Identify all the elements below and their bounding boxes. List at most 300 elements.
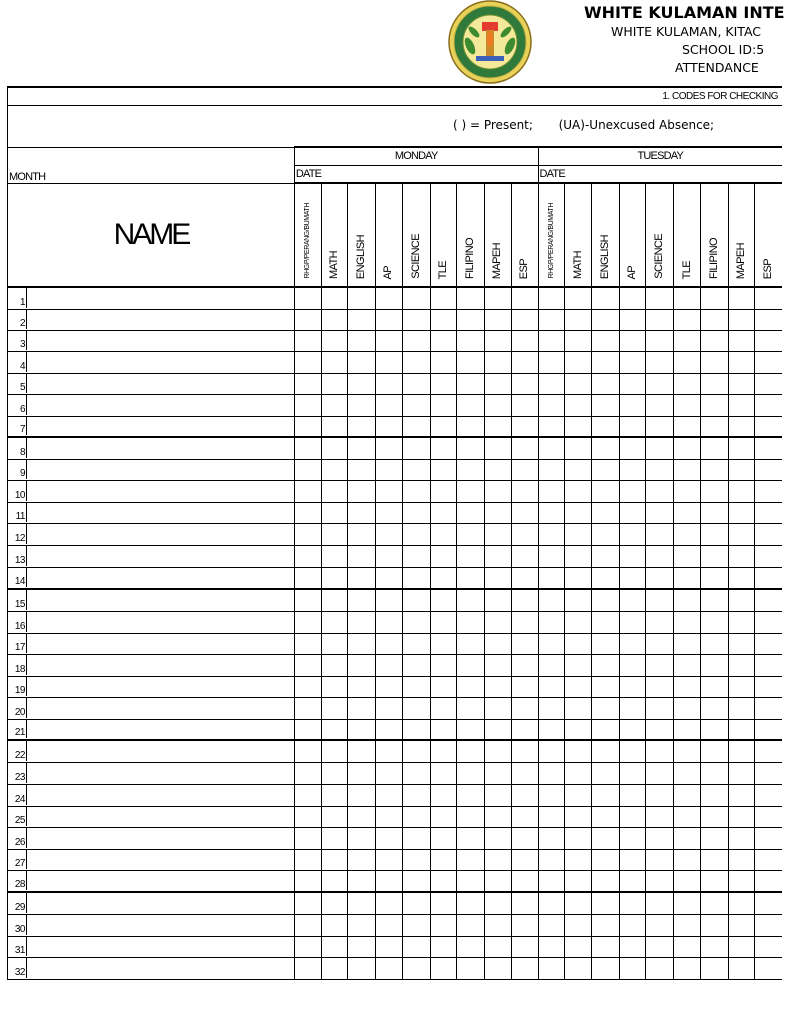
attendance-cell-tuesday[interactable] bbox=[755, 740, 782, 762]
attendance-cell-monday[interactable] bbox=[430, 545, 457, 567]
attendance-cell-monday[interactable] bbox=[294, 567, 321, 589]
attendance-cell-tuesday[interactable] bbox=[700, 870, 728, 892]
attendance-cell-tuesday[interactable] bbox=[728, 827, 755, 849]
attendance-cell-monday[interactable] bbox=[457, 416, 485, 437]
attendance-cell-monday[interactable] bbox=[321, 719, 348, 740]
attendance-cell-monday[interactable] bbox=[321, 309, 348, 330]
attendance-cell-tuesday[interactable] bbox=[728, 849, 755, 870]
attendance-cell-monday[interactable] bbox=[376, 394, 403, 416]
attendance-cell-monday[interactable] bbox=[457, 545, 485, 567]
attendance-cell-monday[interactable] bbox=[485, 611, 512, 633]
attendance-cell-monday[interactable] bbox=[348, 611, 376, 633]
attendance-cell-monday[interactable] bbox=[457, 287, 485, 309]
attendance-cell-tuesday[interactable] bbox=[646, 914, 674, 936]
attendance-cell-tuesday[interactable] bbox=[646, 416, 674, 437]
attendance-cell-monday[interactable] bbox=[294, 437, 321, 459]
attendance-cell-monday[interactable] bbox=[376, 611, 403, 633]
attendance-cell-tuesday[interactable] bbox=[674, 416, 701, 437]
attendance-cell-monday[interactable] bbox=[457, 676, 485, 697]
attendance-cell-tuesday[interactable] bbox=[565, 502, 592, 523]
attendance-cell-tuesday[interactable] bbox=[755, 502, 782, 523]
attendance-cell-tuesday[interactable] bbox=[728, 633, 755, 654]
attendance-cell-tuesday[interactable] bbox=[592, 806, 620, 827]
attendance-cell-monday[interactable] bbox=[430, 611, 457, 633]
attendance-cell-monday[interactable] bbox=[294, 287, 321, 309]
attendance-cell-tuesday[interactable] bbox=[728, 676, 755, 697]
attendance-cell-monday[interactable] bbox=[511, 740, 538, 762]
attendance-cell-monday[interactable] bbox=[457, 523, 485, 545]
attendance-cell-tuesday[interactable] bbox=[674, 545, 701, 567]
attendance-cell-monday[interactable] bbox=[485, 827, 512, 849]
attendance-cell-tuesday[interactable] bbox=[728, 459, 755, 480]
attendance-cell-tuesday[interactable] bbox=[755, 633, 782, 654]
attendance-cell-tuesday[interactable] bbox=[755, 849, 782, 870]
attendance-cell-monday[interactable] bbox=[294, 870, 321, 892]
attendance-cell-tuesday[interactable] bbox=[592, 437, 620, 459]
attendance-cell-tuesday[interactable] bbox=[565, 373, 592, 394]
attendance-cell-monday[interactable] bbox=[485, 502, 512, 523]
attendance-cell-tuesday[interactable] bbox=[565, 330, 592, 351]
attendance-cell-tuesday[interactable] bbox=[700, 719, 728, 740]
attendance-cell-monday[interactable] bbox=[457, 351, 485, 373]
attendance-cell-tuesday[interactable] bbox=[728, 914, 755, 936]
attendance-cell-tuesday[interactable] bbox=[619, 870, 646, 892]
attendance-cell-tuesday[interactable] bbox=[646, 351, 674, 373]
attendance-cell-monday[interactable] bbox=[376, 567, 403, 589]
attendance-cell-monday[interactable] bbox=[321, 827, 348, 849]
attendance-cell-tuesday[interactable] bbox=[700, 373, 728, 394]
attendance-cell-monday[interactable] bbox=[430, 762, 457, 784]
attendance-cell-tuesday[interactable] bbox=[646, 892, 674, 914]
attendance-cell-tuesday[interactable] bbox=[646, 633, 674, 654]
attendance-cell-monday[interactable] bbox=[294, 394, 321, 416]
attendance-cell-tuesday[interactable] bbox=[538, 567, 565, 589]
attendance-cell-monday[interactable] bbox=[457, 719, 485, 740]
attendance-cell-tuesday[interactable] bbox=[728, 697, 755, 719]
attendance-cell-tuesday[interactable] bbox=[565, 351, 592, 373]
attendance-cell-monday[interactable] bbox=[402, 589, 430, 611]
attendance-cell-tuesday[interactable] bbox=[592, 373, 620, 394]
attendance-cell-tuesday[interactable] bbox=[674, 523, 701, 545]
attendance-cell-monday[interactable] bbox=[376, 459, 403, 480]
attendance-cell-monday[interactable] bbox=[485, 914, 512, 936]
attendance-cell-monday[interactable] bbox=[511, 545, 538, 567]
attendance-cell-monday[interactable] bbox=[402, 957, 430, 979]
attendance-cell-monday[interactable] bbox=[457, 784, 485, 806]
attendance-cell-monday[interactable] bbox=[485, 870, 512, 892]
student-name-cell[interactable] bbox=[8, 762, 295, 784]
attendance-cell-tuesday[interactable] bbox=[674, 351, 701, 373]
attendance-cell-tuesday[interactable] bbox=[700, 523, 728, 545]
attendance-cell-monday[interactable] bbox=[457, 309, 485, 330]
student-name-cell[interactable] bbox=[8, 373, 295, 394]
student-name-cell[interactable] bbox=[8, 437, 295, 459]
attendance-cell-monday[interactable] bbox=[294, 827, 321, 849]
attendance-cell-monday[interactable] bbox=[430, 806, 457, 827]
attendance-cell-monday[interactable] bbox=[511, 459, 538, 480]
attendance-cell-tuesday[interactable] bbox=[619, 676, 646, 697]
attendance-cell-monday[interactable] bbox=[485, 633, 512, 654]
attendance-cell-tuesday[interactable] bbox=[755, 936, 782, 957]
student-name-cell[interactable] bbox=[8, 330, 295, 351]
attendance-cell-monday[interactable] bbox=[348, 957, 376, 979]
attendance-cell-monday[interactable] bbox=[376, 827, 403, 849]
attendance-cell-monday[interactable] bbox=[294, 740, 321, 762]
attendance-cell-monday[interactable] bbox=[376, 957, 403, 979]
attendance-cell-monday[interactable] bbox=[402, 351, 430, 373]
attendance-cell-tuesday[interactable] bbox=[728, 480, 755, 502]
attendance-cell-tuesday[interactable] bbox=[646, 373, 674, 394]
attendance-cell-tuesday[interactable] bbox=[646, 545, 674, 567]
attendance-cell-monday[interactable] bbox=[430, 437, 457, 459]
attendance-cell-monday[interactable] bbox=[430, 309, 457, 330]
attendance-cell-monday[interactable] bbox=[321, 502, 348, 523]
attendance-cell-tuesday[interactable] bbox=[619, 849, 646, 870]
attendance-cell-tuesday[interactable] bbox=[728, 351, 755, 373]
attendance-cell-tuesday[interactable] bbox=[592, 784, 620, 806]
student-name-cell[interactable] bbox=[8, 545, 295, 567]
attendance-cell-tuesday[interactable] bbox=[700, 762, 728, 784]
attendance-cell-tuesday[interactable] bbox=[565, 740, 592, 762]
attendance-cell-tuesday[interactable] bbox=[728, 806, 755, 827]
attendance-cell-tuesday[interactable] bbox=[565, 523, 592, 545]
attendance-cell-monday[interactable] bbox=[511, 523, 538, 545]
attendance-cell-monday[interactable] bbox=[348, 654, 376, 676]
student-name-cell[interactable] bbox=[8, 523, 295, 545]
attendance-cell-monday[interactable] bbox=[402, 740, 430, 762]
attendance-cell-monday[interactable] bbox=[294, 545, 321, 567]
attendance-cell-tuesday[interactable] bbox=[538, 589, 565, 611]
attendance-cell-tuesday[interactable] bbox=[700, 654, 728, 676]
attendance-cell-monday[interactable] bbox=[430, 892, 457, 914]
attendance-cell-tuesday[interactable] bbox=[700, 330, 728, 351]
attendance-cell-monday[interactable] bbox=[430, 697, 457, 719]
attendance-cell-tuesday[interactable] bbox=[592, 502, 620, 523]
attendance-cell-monday[interactable] bbox=[511, 611, 538, 633]
attendance-cell-tuesday[interactable] bbox=[700, 545, 728, 567]
attendance-cell-monday[interactable] bbox=[348, 697, 376, 719]
attendance-cell-monday[interactable] bbox=[430, 287, 457, 309]
attendance-cell-tuesday[interactable] bbox=[619, 697, 646, 719]
attendance-cell-monday[interactable] bbox=[348, 373, 376, 394]
attendance-cell-tuesday[interactable] bbox=[538, 827, 565, 849]
attendance-cell-tuesday[interactable] bbox=[674, 870, 701, 892]
attendance-cell-monday[interactable] bbox=[457, 827, 485, 849]
attendance-cell-tuesday[interactable] bbox=[619, 416, 646, 437]
attendance-cell-monday[interactable] bbox=[430, 936, 457, 957]
attendance-cell-tuesday[interactable] bbox=[700, 502, 728, 523]
attendance-cell-monday[interactable] bbox=[402, 654, 430, 676]
attendance-cell-monday[interactable] bbox=[376, 633, 403, 654]
attendance-cell-monday[interactable] bbox=[485, 567, 512, 589]
attendance-cell-monday[interactable] bbox=[294, 480, 321, 502]
attendance-cell-tuesday[interactable] bbox=[646, 309, 674, 330]
attendance-cell-monday[interactable] bbox=[485, 806, 512, 827]
attendance-cell-monday[interactable] bbox=[376, 762, 403, 784]
attendance-cell-tuesday[interactable] bbox=[700, 892, 728, 914]
student-name-cell[interactable] bbox=[8, 611, 295, 633]
attendance-cell-monday[interactable] bbox=[348, 567, 376, 589]
attendance-cell-monday[interactable] bbox=[485, 654, 512, 676]
attendance-cell-tuesday[interactable] bbox=[755, 762, 782, 784]
attendance-cell-tuesday[interactable] bbox=[674, 480, 701, 502]
attendance-cell-monday[interactable] bbox=[430, 373, 457, 394]
attendance-cell-tuesday[interactable] bbox=[565, 309, 592, 330]
attendance-cell-monday[interactable] bbox=[348, 784, 376, 806]
student-name-cell[interactable] bbox=[8, 827, 295, 849]
attendance-cell-monday[interactable] bbox=[376, 437, 403, 459]
attendance-cell-monday[interactable] bbox=[321, 545, 348, 567]
attendance-cell-monday[interactable] bbox=[430, 957, 457, 979]
attendance-cell-tuesday[interactable] bbox=[755, 654, 782, 676]
attendance-cell-tuesday[interactable] bbox=[700, 676, 728, 697]
attendance-cell-monday[interactable] bbox=[321, 611, 348, 633]
attendance-cell-tuesday[interactable] bbox=[592, 523, 620, 545]
attendance-cell-tuesday[interactable] bbox=[592, 611, 620, 633]
attendance-cell-monday[interactable] bbox=[348, 762, 376, 784]
attendance-cell-monday[interactable] bbox=[511, 502, 538, 523]
attendance-cell-monday[interactable] bbox=[430, 633, 457, 654]
attendance-cell-monday[interactable] bbox=[485, 936, 512, 957]
attendance-cell-tuesday[interactable] bbox=[674, 459, 701, 480]
student-name-cell[interactable] bbox=[8, 719, 295, 740]
attendance-cell-monday[interactable] bbox=[376, 309, 403, 330]
attendance-cell-monday[interactable] bbox=[430, 740, 457, 762]
attendance-cell-monday[interactable] bbox=[321, 784, 348, 806]
attendance-cell-monday[interactable] bbox=[348, 892, 376, 914]
attendance-cell-tuesday[interactable] bbox=[728, 523, 755, 545]
attendance-cell-monday[interactable] bbox=[485, 719, 512, 740]
attendance-cell-tuesday[interactable] bbox=[755, 957, 782, 979]
attendance-cell-tuesday[interactable] bbox=[700, 611, 728, 633]
attendance-cell-monday[interactable] bbox=[457, 849, 485, 870]
attendance-cell-monday[interactable] bbox=[511, 351, 538, 373]
student-name-cell[interactable] bbox=[8, 849, 295, 870]
attendance-cell-tuesday[interactable] bbox=[728, 611, 755, 633]
attendance-cell-monday[interactable] bbox=[348, 676, 376, 697]
student-name-cell[interactable] bbox=[8, 806, 295, 827]
attendance-cell-tuesday[interactable] bbox=[565, 936, 592, 957]
attendance-cell-tuesday[interactable] bbox=[538, 914, 565, 936]
attendance-cell-monday[interactable] bbox=[511, 394, 538, 416]
attendance-cell-monday[interactable] bbox=[402, 676, 430, 697]
attendance-cell-monday[interactable] bbox=[485, 373, 512, 394]
attendance-cell-tuesday[interactable] bbox=[755, 287, 782, 309]
attendance-cell-tuesday[interactable] bbox=[700, 849, 728, 870]
attendance-cell-monday[interactable] bbox=[348, 523, 376, 545]
attendance-cell-monday[interactable] bbox=[457, 892, 485, 914]
attendance-cell-tuesday[interactable] bbox=[538, 633, 565, 654]
attendance-cell-tuesday[interactable] bbox=[619, 394, 646, 416]
attendance-cell-tuesday[interactable] bbox=[538, 373, 565, 394]
attendance-cell-tuesday[interactable] bbox=[619, 914, 646, 936]
attendance-cell-tuesday[interactable] bbox=[592, 416, 620, 437]
attendance-cell-monday[interactable] bbox=[294, 676, 321, 697]
attendance-cell-tuesday[interactable] bbox=[646, 567, 674, 589]
attendance-cell-tuesday[interactable] bbox=[728, 892, 755, 914]
attendance-cell-monday[interactable] bbox=[402, 784, 430, 806]
attendance-cell-tuesday[interactable] bbox=[619, 654, 646, 676]
attendance-cell-tuesday[interactable] bbox=[646, 611, 674, 633]
attendance-cell-monday[interactable] bbox=[485, 784, 512, 806]
attendance-cell-monday[interactable] bbox=[457, 957, 485, 979]
attendance-cell-monday[interactable] bbox=[511, 437, 538, 459]
attendance-cell-tuesday[interactable] bbox=[538, 502, 565, 523]
attendance-cell-monday[interactable] bbox=[402, 914, 430, 936]
attendance-cell-tuesday[interactable] bbox=[592, 914, 620, 936]
attendance-cell-monday[interactable] bbox=[511, 309, 538, 330]
attendance-cell-tuesday[interactable] bbox=[565, 849, 592, 870]
attendance-cell-monday[interactable] bbox=[485, 309, 512, 330]
attendance-cell-monday[interactable] bbox=[294, 416, 321, 437]
attendance-cell-monday[interactable] bbox=[348, 589, 376, 611]
attendance-cell-monday[interactable] bbox=[485, 589, 512, 611]
attendance-cell-tuesday[interactable] bbox=[728, 330, 755, 351]
attendance-cell-monday[interactable] bbox=[348, 287, 376, 309]
attendance-cell-monday[interactable] bbox=[294, 611, 321, 633]
attendance-cell-monday[interactable] bbox=[376, 719, 403, 740]
attendance-cell-tuesday[interactable] bbox=[700, 784, 728, 806]
attendance-cell-tuesday[interactable] bbox=[674, 373, 701, 394]
attendance-cell-tuesday[interactable] bbox=[538, 287, 565, 309]
attendance-cell-tuesday[interactable] bbox=[619, 892, 646, 914]
attendance-cell-monday[interactable] bbox=[348, 351, 376, 373]
attendance-cell-tuesday[interactable] bbox=[728, 373, 755, 394]
attendance-cell-monday[interactable] bbox=[511, 849, 538, 870]
attendance-cell-monday[interactable] bbox=[485, 437, 512, 459]
attendance-cell-monday[interactable] bbox=[430, 416, 457, 437]
attendance-cell-tuesday[interactable] bbox=[646, 849, 674, 870]
attendance-cell-tuesday[interactable] bbox=[755, 480, 782, 502]
attendance-cell-tuesday[interactable] bbox=[619, 309, 646, 330]
attendance-cell-monday[interactable] bbox=[511, 567, 538, 589]
attendance-cell-monday[interactable] bbox=[511, 870, 538, 892]
attendance-cell-monday[interactable] bbox=[321, 806, 348, 827]
attendance-cell-tuesday[interactable] bbox=[674, 697, 701, 719]
attendance-cell-monday[interactable] bbox=[430, 870, 457, 892]
attendance-cell-tuesday[interactable] bbox=[538, 654, 565, 676]
attendance-cell-tuesday[interactable] bbox=[755, 351, 782, 373]
attendance-cell-tuesday[interactable] bbox=[592, 589, 620, 611]
student-name-cell[interactable] bbox=[8, 633, 295, 654]
attendance-cell-monday[interactable] bbox=[457, 589, 485, 611]
attendance-cell-tuesday[interactable] bbox=[700, 351, 728, 373]
attendance-cell-tuesday[interactable] bbox=[674, 633, 701, 654]
attendance-cell-tuesday[interactable] bbox=[646, 480, 674, 502]
attendance-cell-tuesday[interactable] bbox=[755, 459, 782, 480]
attendance-cell-tuesday[interactable] bbox=[565, 567, 592, 589]
attendance-cell-monday[interactable] bbox=[511, 287, 538, 309]
attendance-cell-tuesday[interactable] bbox=[592, 330, 620, 351]
attendance-cell-tuesday[interactable] bbox=[755, 719, 782, 740]
attendance-cell-tuesday[interactable] bbox=[755, 330, 782, 351]
attendance-cell-monday[interactable] bbox=[511, 416, 538, 437]
student-name-cell[interactable] bbox=[8, 784, 295, 806]
student-name-cell[interactable] bbox=[8, 914, 295, 936]
attendance-cell-tuesday[interactable] bbox=[755, 806, 782, 827]
attendance-cell-monday[interactable] bbox=[376, 589, 403, 611]
attendance-cell-monday[interactable] bbox=[348, 502, 376, 523]
attendance-cell-monday[interactable] bbox=[294, 351, 321, 373]
attendance-cell-tuesday[interactable] bbox=[755, 567, 782, 589]
attendance-cell-monday[interactable] bbox=[294, 589, 321, 611]
attendance-cell-monday[interactable] bbox=[457, 611, 485, 633]
attendance-cell-tuesday[interactable] bbox=[538, 892, 565, 914]
attendance-cell-monday[interactable] bbox=[348, 437, 376, 459]
attendance-cell-monday[interactable] bbox=[376, 502, 403, 523]
attendance-cell-monday[interactable] bbox=[294, 719, 321, 740]
attendance-cell-monday[interactable] bbox=[321, 633, 348, 654]
attendance-cell-monday[interactable] bbox=[321, 892, 348, 914]
attendance-cell-monday[interactable] bbox=[376, 330, 403, 351]
attendance-cell-monday[interactable] bbox=[457, 654, 485, 676]
attendance-cell-monday[interactable] bbox=[430, 784, 457, 806]
attendance-cell-tuesday[interactable] bbox=[646, 806, 674, 827]
attendance-cell-monday[interactable] bbox=[321, 287, 348, 309]
attendance-cell-tuesday[interactable] bbox=[674, 806, 701, 827]
attendance-cell-monday[interactable] bbox=[348, 936, 376, 957]
attendance-cell-tuesday[interactable] bbox=[565, 719, 592, 740]
attendance-cell-tuesday[interactable] bbox=[565, 480, 592, 502]
attendance-cell-tuesday[interactable] bbox=[728, 719, 755, 740]
attendance-cell-tuesday[interactable] bbox=[565, 545, 592, 567]
student-name-cell[interactable] bbox=[8, 309, 295, 330]
attendance-cell-tuesday[interactable] bbox=[646, 459, 674, 480]
attendance-cell-tuesday[interactable] bbox=[674, 676, 701, 697]
attendance-cell-monday[interactable] bbox=[430, 330, 457, 351]
attendance-cell-monday[interactable] bbox=[485, 394, 512, 416]
attendance-cell-tuesday[interactable] bbox=[592, 545, 620, 567]
attendance-cell-tuesday[interactable] bbox=[700, 480, 728, 502]
attendance-cell-monday[interactable] bbox=[294, 502, 321, 523]
attendance-cell-monday[interactable] bbox=[348, 827, 376, 849]
attendance-cell-tuesday[interactable] bbox=[728, 870, 755, 892]
attendance-cell-tuesday[interactable] bbox=[728, 740, 755, 762]
attendance-cell-tuesday[interactable] bbox=[565, 827, 592, 849]
attendance-cell-monday[interactable] bbox=[321, 762, 348, 784]
attendance-cell-tuesday[interactable] bbox=[755, 437, 782, 459]
attendance-cell-tuesday[interactable] bbox=[592, 740, 620, 762]
attendance-cell-monday[interactable] bbox=[376, 351, 403, 373]
attendance-cell-monday[interactable] bbox=[485, 762, 512, 784]
attendance-cell-monday[interactable] bbox=[402, 523, 430, 545]
attendance-cell-tuesday[interactable] bbox=[674, 849, 701, 870]
attendance-cell-monday[interactable] bbox=[430, 480, 457, 502]
attendance-cell-monday[interactable] bbox=[511, 784, 538, 806]
attendance-cell-monday[interactable] bbox=[430, 567, 457, 589]
attendance-cell-tuesday[interactable] bbox=[674, 957, 701, 979]
attendance-cell-monday[interactable] bbox=[376, 676, 403, 697]
attendance-cell-monday[interactable] bbox=[321, 676, 348, 697]
attendance-cell-monday[interactable] bbox=[511, 719, 538, 740]
attendance-cell-monday[interactable] bbox=[321, 957, 348, 979]
attendance-cell-monday[interactable] bbox=[348, 914, 376, 936]
attendance-cell-tuesday[interactable] bbox=[700, 697, 728, 719]
attendance-cell-tuesday[interactable] bbox=[728, 502, 755, 523]
attendance-cell-tuesday[interactable] bbox=[565, 676, 592, 697]
attendance-cell-tuesday[interactable] bbox=[592, 394, 620, 416]
attendance-cell-tuesday[interactable] bbox=[619, 567, 646, 589]
attendance-cell-monday[interactable] bbox=[376, 936, 403, 957]
attendance-cell-tuesday[interactable] bbox=[646, 740, 674, 762]
attendance-cell-monday[interactable] bbox=[294, 697, 321, 719]
attendance-cell-tuesday[interactable] bbox=[538, 697, 565, 719]
attendance-cell-monday[interactable] bbox=[402, 936, 430, 957]
attendance-cell-monday[interactable] bbox=[402, 416, 430, 437]
attendance-cell-tuesday[interactable] bbox=[728, 545, 755, 567]
attendance-cell-monday[interactable] bbox=[485, 849, 512, 870]
attendance-cell-tuesday[interactable] bbox=[592, 480, 620, 502]
